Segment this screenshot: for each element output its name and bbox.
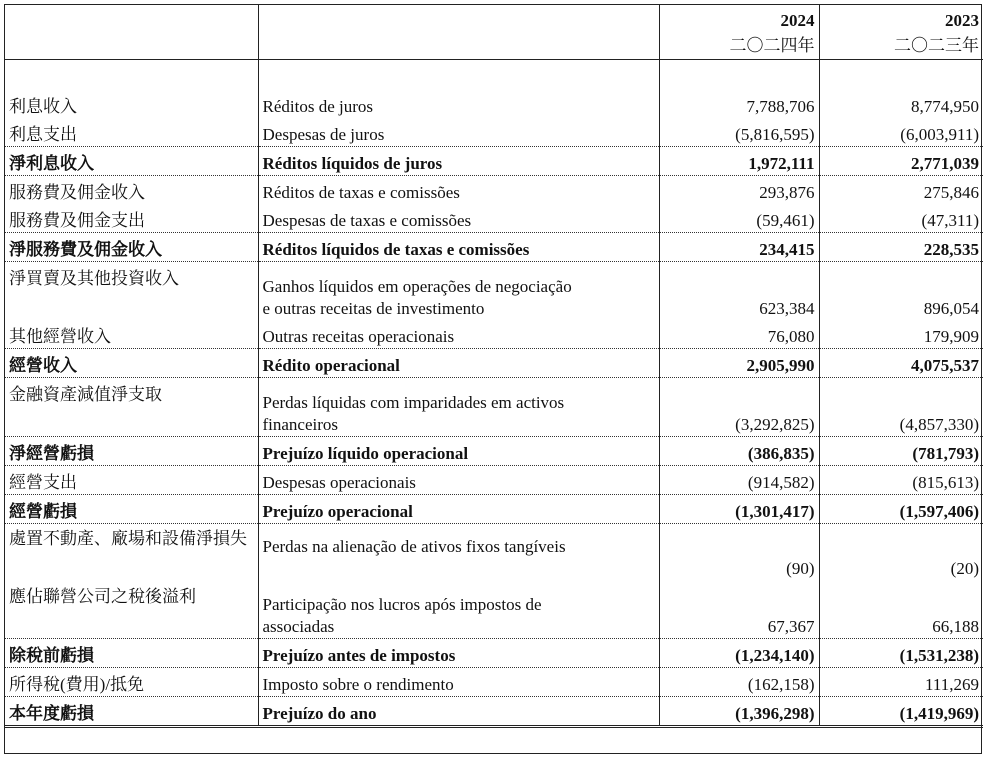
row-label-pt-line: Despesas de juros: [262, 125, 385, 144]
row-label-pt-line: Réditos de taxas e comissões: [262, 183, 460, 202]
table-row: [5, 668, 983, 697]
table-row: [5, 176, 983, 205]
row-label-pt-line: financeiros: [262, 415, 339, 434]
table-row: [5, 495, 983, 524]
table-row: [5, 378, 983, 437]
value-2024: 2,905,990: [659, 349, 819, 378]
value-2024: (386,835): [659, 437, 819, 466]
value-2024: (1,396,298): [659, 697, 819, 727]
row-label-pt-line: Despesas operacionais: [262, 473, 416, 492]
row-label-pt: [258, 147, 659, 176]
value-2024: (59,461): [659, 204, 819, 233]
row-label-pt-line: Prejuízo operacional: [262, 502, 413, 521]
income-statement: [4, 4, 982, 754]
spacer-row: [5, 60, 983, 91]
table-row: [5, 147, 983, 176]
row-label-pt: [258, 349, 659, 378]
value-2023: 111,269: [819, 668, 983, 697]
value-2024: (3,292,825): [659, 378, 819, 437]
table-row: [5, 524, 983, 581]
row-label-pt: [258, 697, 659, 727]
value-2024: 234,415: [659, 233, 819, 262]
value-2023: (781,793): [819, 437, 983, 466]
row-label-pt: [258, 118, 659, 147]
header-row: [5, 5, 983, 60]
row-label-pt: [258, 204, 659, 233]
header-year-2023: [819, 5, 983, 60]
year2: 2023: [945, 11, 979, 30]
row-label-pt-line: Prejuízo antes de impostos: [262, 646, 456, 665]
table-row: [5, 639, 983, 668]
year1: 2024: [780, 11, 815, 30]
value-2024: (1,234,140): [659, 639, 819, 668]
row-label-cn: 金融資產減值淨支取: [5, 378, 258, 437]
row-label-pt-line: associadas: [262, 617, 335, 636]
row-label-cn: 利息支出: [5, 118, 258, 147]
year1-cn: 二〇二四年: [729, 36, 815, 55]
row-label-cn: 所得稅(費用)/抵免: [5, 668, 258, 697]
table-row: [5, 697, 983, 727]
table-row: [5, 233, 983, 262]
row-label-pt-line: Rédito operacional: [262, 356, 400, 375]
value-2023: 8,774,950: [911, 97, 979, 116]
value-2023: 2,771,039: [819, 147, 983, 176]
table-row: [5, 580, 983, 639]
value-2024: 1,972,111: [659, 147, 819, 176]
row-label-pt-line: Prejuízo líquido operacional: [262, 444, 469, 463]
row-label-pt-line: Perdas na alienação de ativos fixos tangíveis: [262, 537, 566, 556]
value-2024: 623,384: [659, 262, 819, 321]
value-2024: 293,876: [659, 176, 819, 205]
row-label-pt: [258, 524, 659, 581]
year2-cn: 二〇二三年: [894, 36, 979, 55]
row-label-cn: 服務費及佣金收入: [5, 176, 258, 205]
row-label-pt-line: e outras receitas de investimento: [262, 299, 485, 318]
value-2023: 275,846: [819, 176, 983, 205]
row-label-pt-line: Outras receitas operacionais: [262, 327, 455, 346]
row-label-cn: 其他經營收入: [5, 320, 258, 349]
table-row: [5, 437, 983, 466]
row-label-cn: 經營收入: [5, 349, 258, 378]
row-label-cn: 淨買賣及其他投資收入: [5, 262, 258, 321]
row-label-pt: [258, 233, 659, 262]
value-2023: (6,003,911): [900, 125, 979, 144]
header-blank-cn: [5, 5, 258, 60]
row-label-cn: 服務費及佣金支出: [5, 204, 258, 233]
value-2024: 7,788,706: [659, 90, 819, 118]
row-label-pt: [258, 378, 659, 437]
row-label-cn: 本年度虧損: [5, 697, 258, 727]
row-label-pt: [258, 668, 659, 697]
row-label-cn: 經營虧損: [5, 495, 258, 524]
row-label-pt: [258, 580, 659, 639]
value-2023: (1,531,238): [819, 639, 983, 668]
row-label-pt-line: Prejuízo do ano: [262, 704, 377, 723]
row-label-pt: [258, 90, 659, 118]
row-label-pt: [258, 495, 659, 524]
row-label-pt: [258, 262, 659, 321]
row-label-pt-line: Participação nos lucros após impostos de: [262, 595, 542, 614]
value-2023: (20): [819, 524, 983, 581]
row-label-cn: 應佔聯營公司之稅後溢利: [5, 580, 258, 639]
table-row: [5, 262, 983, 321]
value-2024: (162,158): [659, 668, 819, 697]
row-label-pt-line: [263, 558, 655, 580]
table-row: [5, 90, 983, 118]
table-row: [5, 466, 983, 495]
row-label-cn: 淨經營虧損: [5, 437, 258, 466]
table-row: [5, 349, 983, 378]
value-2024: (5,816,595): [659, 118, 819, 147]
value-2023: 179,909: [923, 327, 979, 346]
row-label-cn: 淨利息收入: [5, 147, 258, 176]
value-2024: (90): [659, 524, 819, 581]
row-label-pt-line: Réditos líquidos de taxas e comissões: [262, 240, 530, 259]
row-label-cn: 淨服務費及佣金收入: [5, 233, 258, 262]
row-label-cn: 利息收入: [5, 90, 258, 118]
income-table: [5, 5, 983, 728]
table-row: [5, 118, 983, 147]
row-label-pt: [258, 437, 659, 466]
row-label-cn: 處置不動產、廠場和設備淨損失: [5, 524, 258, 581]
row-label-pt: [258, 320, 659, 349]
value-2024: (1,301,417): [659, 495, 819, 524]
row-label-pt-line: Despesas de taxas e comissões: [262, 211, 472, 230]
value-2023: 4,075,537: [819, 349, 983, 378]
row-label-pt: [258, 466, 659, 495]
value-2024: 76,080: [659, 320, 819, 349]
value-2023: 66,188: [932, 617, 979, 636]
value-2023: (47,311): [921, 211, 979, 230]
value-2024: (914,582): [659, 466, 819, 495]
value-2023: 228,535: [819, 233, 983, 262]
value-2023: (815,613): [819, 466, 983, 495]
table-row: [5, 320, 983, 349]
header-blank-pt: [258, 5, 659, 60]
value-2024: 67,367: [659, 580, 819, 639]
row-label-cn: 經營支出: [5, 466, 258, 495]
table-row: [5, 204, 983, 233]
value-2023: (1,597,406): [819, 495, 983, 524]
value-2023: (1,419,969): [819, 697, 983, 727]
row-label-pt: [258, 176, 659, 205]
row-label-pt-line: Réditos líquidos de juros: [262, 154, 443, 173]
row-label-pt-line: Perdas líquidas com imparidades em activos: [262, 393, 565, 412]
row-label-pt-line: Imposto sobre o rendimento: [262, 675, 454, 694]
value-2023: (4,857,330): [819, 378, 983, 437]
row-label-pt-line: Ganhos líquidos em operações de negociação: [262, 277, 572, 296]
row-label-pt: [258, 639, 659, 668]
row-label-pt-line: Réditos de juros: [262, 97, 373, 116]
row-label-cn: 除稅前虧損: [5, 639, 258, 668]
value-2023: 896,054: [819, 262, 983, 321]
header-year-2024: [659, 5, 819, 60]
